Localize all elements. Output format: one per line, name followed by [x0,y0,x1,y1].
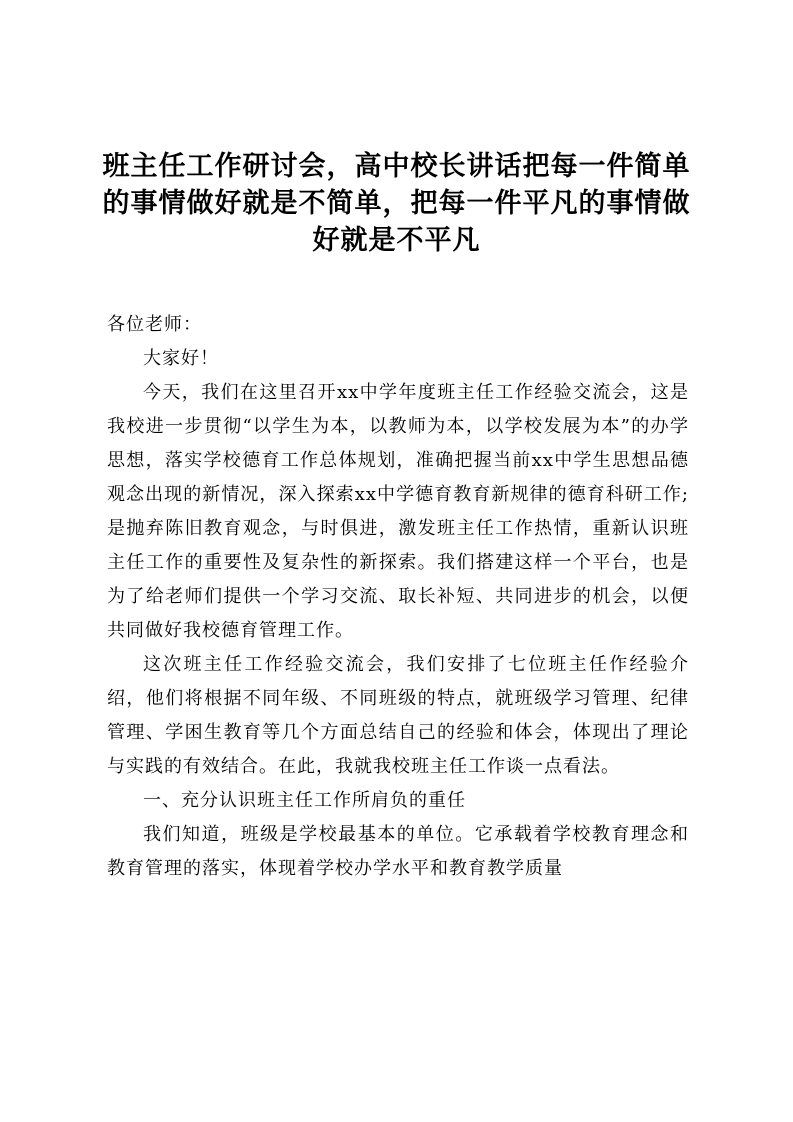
salutation: 各位老师： [107,314,202,335]
body-paragraph: 这次班主任工作经验交流会，我们安排了七位班主任作经验介绍，他们将根据不同年级、不同班级的特点，就班级学习管理、纪律管理、学困生教育等几个方面总结自己的经验和体会，体现出了理论与实践的有效结合。在此，我就我校班主任工作谈一点看法。 [107,654,689,777]
body-paragraph: 我们知道，班级是学校最基本的单位。它承载着学校教育理念和教育管理的落实，体现着学校办学水平和教育教学质量 [107,824,689,879]
section-heading: 一、充分认识班主任工作所肩负的重任 [143,790,466,811]
document-title: 班主任工作研讨会，高中校长讲话把每一件简单的事情做好就是不简单，把每一件平凡的事情做好就是不平凡 [102,151,691,256]
greeting-paragraph: 大家好！ [143,348,219,369]
body-paragraph: 今天，我们在这里召开xx中学年度班主任工作经验交流会，这是我校进一步贯彻“以学生为本，以教师为本，以学校发展为本”的办学思想，落实学校德育工作总体规划，准确把握当前xx中学生思想品德观念出现的新情况，深入探索xx中学德育教育新规律的德育科研工作;是抛弃陈旧教育观念，与时俱进，激发班主任工作热情，重新认识班主任工作的重要性及复杂性的新探索。我们搭建这样一个平台，也是为了给老师们提供一个学习交流、取长补短、共同进步的机会，以便共同做好我校德育管理工作。 [107,382,689,641]
document-body [107,308,689,886]
